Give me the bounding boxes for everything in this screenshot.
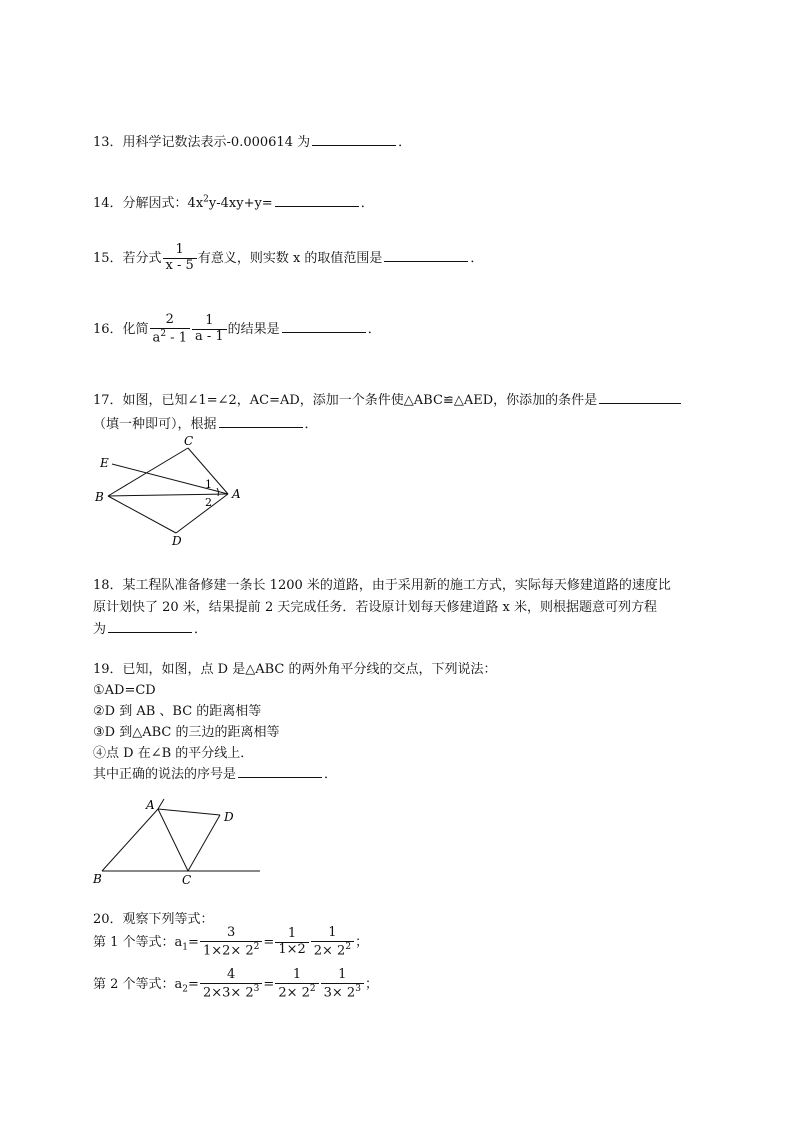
fraction-numerator: 4: [227, 967, 236, 982]
fraction-1: [200, 968, 262, 1001]
exponent: 2: [203, 194, 209, 205]
exponent: 2: [309, 983, 316, 994]
exponent: 3: [253, 983, 260, 994]
statement-2: ②D 到 AB 、BC 的距离相等: [93, 704, 262, 719]
fraction-2: [275, 927, 308, 958]
exponent: 3: [355, 983, 361, 994]
question-15: [93, 243, 483, 274]
fraction-numerator: 1: [205, 313, 214, 329]
exponent: 2: [160, 328, 167, 339]
label-D: D: [172, 534, 182, 548]
fraction-3: [321, 968, 364, 1001]
fraction-denominator-base: 2× 2: [278, 985, 310, 1001]
statement-1: ①AD=CD: [93, 683, 156, 698]
question-15-end: ．: [470, 250, 484, 266]
question-15-text: 15．若分式: [93, 250, 162, 266]
fraction-2: [192, 314, 227, 345]
answer-blank: [275, 194, 359, 207]
fraction-denominator: [311, 941, 354, 959]
question-17-text: 17．如图，已知∠1=∠2，AC=AD，添加一个条件使△ABC≌△AED，你添加的条件是: [93, 393, 598, 408]
answer-blank: [108, 620, 192, 633]
fraction-denominator: a - 1: [192, 329, 227, 345]
equation-2: [93, 968, 378, 1001]
question-19: [93, 659, 497, 785]
question-17-line1: [93, 389, 683, 408]
label-A: A: [146, 798, 155, 812]
fraction-denominator: [321, 983, 364, 1001]
question-15-text2: 有意义，则实数 x 的取值范围是: [197, 250, 383, 266]
label-E: E: [100, 456, 109, 470]
fraction-denominator: [275, 983, 318, 1001]
equation-2-label: 第 2 个等式：a: [93, 977, 183, 993]
question-18-line2: 原计划快了 20 米，结果提前 2 天完成任务．若设原计划每天修建道路 x 米，则根据题意可列方程: [93, 600, 657, 615]
fraction-numerator: 1: [338, 967, 347, 982]
label-D: D: [224, 810, 234, 824]
fraction-denominator-base: 1×2× 2: [202, 943, 254, 959]
fraction-denominator: x - 5: [163, 258, 197, 274]
statement-3: ③D 到△ABC 的三边的距离相等: [93, 725, 280, 740]
question-18-line1: 18．某工程队准备修建一条长 1200 米的道路，由于采用新的施工方式，实际每天修建道路的速度比: [93, 578, 671, 593]
answer-blank: [384, 249, 468, 262]
equation-1-label: 第 1 个等式：a: [93, 935, 183, 951]
fraction-1: [150, 313, 190, 346]
question-16-text: 16．化简: [93, 322, 149, 338]
question-14-end: ．: [360, 196, 374, 211]
question-18-end: ．: [194, 622, 208, 637]
question-13-text: 13．用科学记数法表示-0.000614 为: [93, 135, 311, 150]
label-C: C: [184, 434, 194, 448]
fraction-denominator: [150, 328, 190, 346]
question-18: [93, 575, 671, 641]
fraction-denominator-base: 2× 2: [313, 943, 346, 959]
question-18-line3: [93, 619, 671, 641]
fraction-numerator: 1: [175, 242, 184, 257]
equation-1: [93, 926, 368, 959]
question-17: [93, 389, 683, 432]
operator-sign: =: [263, 935, 275, 951]
fraction-denominator: [200, 941, 262, 959]
answer-blank: [238, 765, 322, 778]
answer-blank: [219, 415, 303, 428]
equation-2-end: ；: [364, 977, 378, 993]
figure-19: [88, 795, 268, 894]
question-19-text-last: 其中正确的说法的序号是: [93, 767, 237, 782]
label-C: C: [182, 873, 192, 887]
equation-1-end: ；: [355, 935, 369, 951]
fraction-numerator: 3: [227, 925, 236, 940]
angle-2-label: 2: [205, 496, 212, 509]
fraction-3: [311, 926, 354, 959]
question-18-text3: 为: [93, 622, 107, 637]
operator-sign: =: [263, 977, 275, 993]
question-17-end: ．: [304, 417, 318, 432]
answer-blank: [599, 391, 681, 404]
fraction-denominator: [200, 983, 262, 1001]
label-B: B: [93, 872, 102, 886]
fraction-denominator: 1×2: [275, 942, 308, 958]
fraction-numerator: 1: [292, 967, 302, 982]
fraction-numerator: 2: [165, 312, 174, 327]
answer-blank: [312, 133, 396, 146]
question-19-line1: 19．已知，如图，点 D 是△ABC 的两外角平分线的交点，下列说法：: [93, 662, 497, 677]
question-19-last-line: [93, 764, 497, 785]
question-16-end: ．: [367, 322, 381, 338]
fraction: [163, 243, 197, 274]
subscript: 2: [182, 984, 189, 995]
fraction-2: [275, 968, 318, 1001]
label-B: B: [95, 490, 104, 504]
fraction-numerator: 1: [287, 926, 297, 942]
angle-1-label: 1: [205, 478, 212, 491]
question-20: [93, 908, 214, 927]
question-13: [93, 131, 411, 150]
subscript: 1: [182, 942, 189, 953]
question-14-text2: y-4xy+y=: [208, 196, 273, 211]
question-19-end: ．: [324, 767, 338, 782]
question-17-text2: （填一种即可），根据: [93, 417, 217, 432]
equals-sign: =: [188, 977, 199, 993]
fraction-denominator-tail: - 1: [166, 330, 187, 346]
question-16: [93, 313, 381, 346]
exponent: 2: [253, 941, 260, 952]
fraction-1: [200, 926, 262, 959]
label-A: A: [232, 487, 241, 501]
question-14: [93, 192, 374, 211]
figure-17: [90, 430, 260, 554]
question-13-end: ．: [398, 135, 412, 150]
fraction-denominator-base: 3× 2: [323, 985, 356, 1001]
answer-blank: [282, 320, 366, 333]
fraction-denominator-base: a: [152, 330, 161, 346]
question-20-line1: 20．观察下列等式：: [93, 912, 214, 927]
question-14-text: 14．分解因式：4x: [93, 196, 204, 211]
question-16-text2: 的结果是: [227, 322, 280, 338]
equals-sign: =: [188, 935, 199, 951]
exponent: 2: [345, 941, 352, 952]
fraction-numerator: 1: [328, 925, 337, 940]
statement-4: ④点 D 在∠B 的平分线上．: [93, 746, 254, 761]
fraction-denominator-base: 2×3× 2: [202, 985, 254, 1001]
